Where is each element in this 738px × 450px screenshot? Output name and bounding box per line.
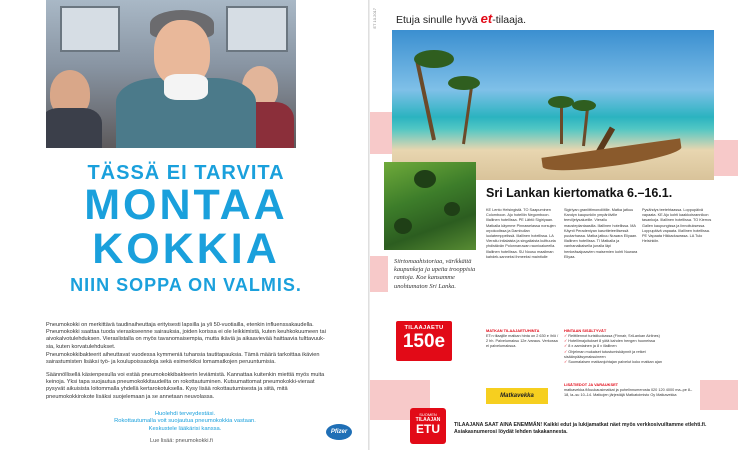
included-item: ✓ Reittilennot turistiluokassa (Finnair, SriLankan Airlines) <box>564 334 660 338</box>
subscriber-footer: TILAAJANA SAAT AINA ENEMMÄN! Kaikki edut ja lukijamatkat näet myös verkkosivuiltamme etlehti.fi. Asiakasnumerosi löydät lehden takakannesta. <box>454 422 707 435</box>
palm-trunk <box>415 61 436 140</box>
photo-caption: Siirtomaahistoriaa, värikkäitä kaupunkeja ja upeita trooppisia rantoja. Koe kansamme unohtumaton Sri Lanka. <box>394 258 476 290</box>
palm-leaves <box>548 96 574 108</box>
check-icon: ✓ <box>564 339 569 344</box>
headline-line-4: NIIN SOPPA ON VALMIS. <box>70 275 302 295</box>
price-value: 150e <box>402 331 446 352</box>
check-icon: ✓ <box>564 360 569 365</box>
headline-line-2: MONTAA <box>84 181 288 229</box>
booking-heading: LISÄTIEDOT JA VARAUKSET <box>564 382 619 387</box>
tilaajan-etu-logo: SUOMEN TILAAJAN ETU <box>410 408 446 444</box>
price-box-heading: MATKAN TILAAJAETUHINTA <box>486 328 540 333</box>
headline-line-1: TÄSSÄ EI TARVITA <box>87 162 285 184</box>
health-line-1: Huolehdi terveydestäsi. <box>154 411 216 417</box>
body-paragraph-3: Säännöllisellä käsienpesulla voi estää pneumokokkibakteerin leviämistä. Kannattaa kuitenkin miettiä myös muita keinoja. Yksi tapa suojautua pneumokokkitaudeilta on rokottautuminen. Kutsumattomat pneumokokki-vieraat pysyvät aikuisista loitommalla yhdellä kertarokotuksella. Kysy lisää rokottautumisesta ja siitä, mitä pneumokokkirokote lisäksi suojelemaan ja se annetaan neuvolassa. <box>46 372 325 400</box>
pink-decor-block <box>370 112 392 154</box>
bus-window <box>60 6 120 52</box>
included-list <box>564 334 676 365</box>
body-paragraph-2: Pneumokokkibakteerit aiheuttavat vuodessa kymmeniä tuhansia tautitapauksia. Tämä määrä tarkoittaa ikävien sairastumisten lisäksi työ- ja koulupoissaoloja sekä esimerkiksi lomamatkojen peruuntumisia. <box>46 352 320 366</box>
passenger <box>46 108 102 148</box>
included-item: ✓ 8 x aamiainen ja 8 x illallinen <box>564 344 617 349</box>
bus-window <box>226 6 288 52</box>
included-item: ✓ Suomalaisen matkanjohtajan palvelut koko matkan ajan <box>564 360 662 365</box>
palm-trunk <box>462 84 473 144</box>
palm-trunk <box>560 102 563 144</box>
palm-leaves <box>414 50 454 68</box>
included-item: ✓ Ohjelman mukaiset tutustumiskäynnit ja retket sisäänpääsymaksuineen <box>564 349 646 359</box>
included-item: ✓ Hotellimajoitukset 8 yötä kahden hengen huoneissa <box>564 339 656 344</box>
right-page-ad <box>370 0 738 450</box>
health-line-2: Rokottautumalla voit suojautua pneumokokkia vastaan. <box>114 418 256 425</box>
pink-decor-block <box>700 380 738 410</box>
itinerary-column-3: Pysähdys teetehtaassa. Loppupäivä vapaata. KE Ajo kohti kaakkoisrannikon tasankoja. Illallinen hotellissa. TO Kierros Gallen kaupungissa ja linnoituksessa. Loppupäivä vapaata. Illallinen hotellissa. PE Vapaata Hikkaduwassa. LA Tulo Helsinkiin. <box>642 208 712 244</box>
price-badge <box>396 321 452 361</box>
check-icon: ✓ <box>564 334 569 338</box>
tree <box>394 218 412 234</box>
itinerary-column-2: Sigiriyan graniittimonoliitille. Matka jatkuu Kandyn kaupunkiin ympäröiville teeviljelysalueille. Vierailu mausteplantaasilla. Illallinen hotellissa. MA Käynti Peradeniyan kasvitieteellisessä puutarhassa. Matka jatkuu Nuwara Eliyaan. Illallinen hotellissa. TI Matkalla ja vanhanaikaisella junalla läpi henkeäsalpaavien maisemien kohti Nuwara Eliyaa. <box>564 208 638 259</box>
tagline-post: -tilaaja. <box>492 14 527 26</box>
tea-plantation-photo <box>384 162 476 250</box>
itinerary-column-1: KE Lento Helsingistä. TO Saapuminen Colomboon. Ajo hotelliin Negomboon. Illallinen hotellissa. PE Lähtö Sigiriyaan. Matkalla käymme Pinnawelassa norsujen orpokodissa ja Dambullan luolatemppelissä. Illallinen hotellissa. LA Vierailu intialaista ja singaliaista kulttuuria yhdistävän Polonnaruwan raunioalueella. Illallinen hotellissa. SU Nousu maailman kahdek-sanneksi ihmeeksi mainitulle <box>486 208 556 259</box>
health-line-3: Keskustele lääkärisi kanssa. <box>148 425 222 432</box>
health-advice <box>100 411 270 433</box>
palm-trunk <box>582 106 589 146</box>
pink-decor-block <box>714 140 738 176</box>
trip-title: Sri Lankan kiertomatka 6.–16.1. <box>486 186 673 200</box>
sneezing-bus-photo <box>46 0 296 148</box>
booking-text: matkavekka.fi/kuukausimatkat ja puhelinnumerosta 020 120 4000 ma–pe 8–18, la–su 10–14. Matkojen järjestäjä Matkatoimisto Oy Matkavekka <box>564 388 693 398</box>
tagline <box>396 11 526 26</box>
price-label: TILAAJAETU <box>404 325 444 331</box>
more-info-link[interactable]: Lue lisää: pneumokokki.fi <box>150 438 213 444</box>
matkavekka-logo: Matkavekka <box>486 388 548 404</box>
included-heading: HINTAAN SISÄLTYVÄT <box>564 328 607 333</box>
tree <box>444 202 460 216</box>
headline-line-3: KOKKIA <box>92 225 280 273</box>
side-code: ET 10.2017 <box>372 8 377 29</box>
tissue <box>164 74 208 100</box>
tree <box>414 170 436 188</box>
palm-leaves <box>572 100 596 111</box>
pfizer-logo: Pfizer <box>326 424 352 440</box>
price-box-text: ET:n tilaajille matkan hinta on 2 630 e /hlö / 2 hh. Palvelumaksu 12e /varaus. Verkossa ei palvelumaksua. <box>486 334 559 349</box>
body-paragraph-1: Pneumokokki on merkittävä taudinaiheuttaja erityisesti lapsilla ja yli 50-vuotiailla, etenkin influenssakaudella. Pneumokokki saattaa tuoda vieraskseenne sairauksia, joiden korissa ei ole leikkimistä, kuten keuhkokuumeen tai aivokalvotulehduksen. Vieraslistalla on myös tavanomaisempia, mutta ikäviä ja aikaavievää haittaavia tulttavuuk-sia, kuten korvatulehdukset. <box>46 322 326 350</box>
et-brand-mark: et <box>480 11 493 26</box>
tagline-pre: Etuja sinulle hyvä <box>396 14 481 26</box>
left-page-ad <box>0 0 368 450</box>
check-icon: ✓ <box>564 349 569 354</box>
pink-decor-block <box>370 256 388 292</box>
palm-leaves <box>448 76 480 90</box>
check-icon: ✓ <box>564 344 569 349</box>
beach-photo <box>392 30 714 180</box>
